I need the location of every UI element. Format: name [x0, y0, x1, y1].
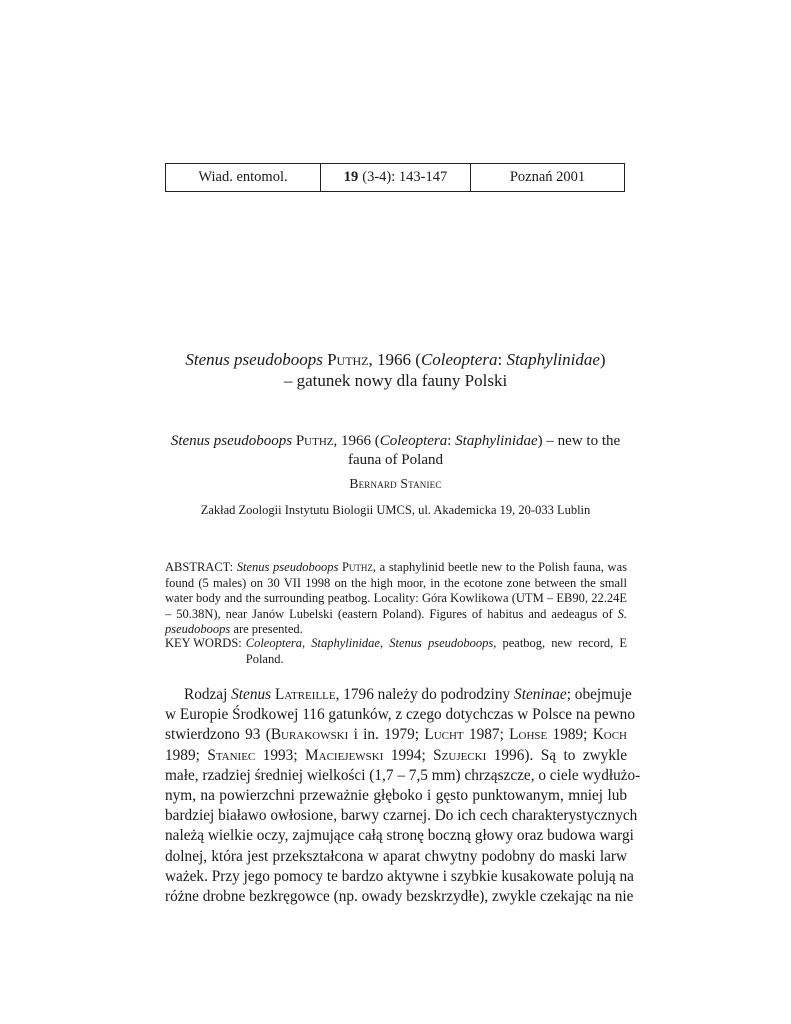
body-line: nym, na powierzchni przeważnie głęboko i gęsto punktowanym, mniej lub	[165, 786, 627, 804]
keywords-text	[246, 636, 627, 667]
italic-term: Stenus	[231, 686, 272, 703]
abstract-species-abbr: S. pseudoboops	[165, 606, 627, 636]
keyword-family: Staphylinidae	[311, 636, 380, 650]
title-polish-line1	[100, 349, 691, 370]
issue-pages: (3-4): 143-147	[362, 169, 448, 185]
cited-author: Lucht	[424, 726, 464, 744]
keywords	[165, 636, 627, 667]
place-year	[471, 164, 624, 191]
body-line: dolnej, która jest przekształcona w aparat chwytny podobny do maski larw	[165, 847, 627, 865]
abstract-text: , a staphylinid beetle new to the Polish fauna, was found (5 males) on 30 VII 1998 on the high moor, in the ecotone zone between the small water body and the surrounding peatbog. Locality: Góra Kowlikowa (UTM – EB90, 22.24E – 50.38N), near Janów Lubelski (eastern Poland). Figures of habitus and aedeagus of	[165, 560, 627, 621]
title-polish-subtitle: – gatunek nowy dla fauny Polski	[283, 371, 508, 390]
cited-author: Latreille	[274, 686, 336, 703]
cited-author: Burakowski	[270, 726, 349, 744]
volume-issue	[321, 164, 471, 191]
title-en-author: Puthz	[295, 433, 334, 449]
body-line: ważek. Przy jego pomocy te bardzo aktywne i szybkie kusakowate polują na	[165, 867, 634, 885]
title-pl-family: Staphylinidae	[506, 350, 600, 369]
abstract-label: ABSTRACT:	[165, 560, 237, 574]
body-text	[165, 685, 641, 907]
keyword-sep2: ,	[379, 636, 390, 650]
title-polish	[100, 349, 691, 391]
body-line: należą wielkie oczy, zajmujące całą stronę boczną głowy oraz budowa wargi	[165, 827, 634, 845]
title-english	[100, 432, 691, 470]
body-line: stwierdzono 93 (Burakowski i in. 1979; Lucht 1987; Lohse 1989; Koch	[165, 726, 628, 744]
title-english-line1	[100, 432, 691, 451]
place-year-text: Poznań 2001	[509, 169, 586, 185]
title-en-order: Coleoptera	[379, 433, 448, 449]
keywords-label: KEY WORDS:	[165, 636, 242, 650]
title-en-family: Staphylinidae	[455, 433, 538, 449]
keyword-sep1: ,	[302, 636, 312, 650]
body-line: różne drobne bezkręgowce (np. owady bezskrzydłe), zwykle czekając na nie	[165, 887, 634, 905]
abstract	[165, 560, 627, 638]
keyword-order: Coleoptera	[245, 636, 302, 650]
journal-name-text: Wiad. entomol.	[198, 169, 288, 185]
title-english-line2: fauna of Poland	[348, 452, 443, 468]
abstract-author: Puthz	[341, 560, 373, 574]
title-pl-year: , 1966 (	[368, 350, 421, 369]
volume-number: 19	[343, 169, 359, 185]
keyword-rest: , peatbog, new record, E Poland.	[245, 636, 628, 666]
title-pl-species: Stenus pseudoboops	[185, 350, 323, 369]
title-en-sep: :	[447, 433, 456, 449]
italic-term: Steninae	[514, 686, 567, 703]
title-pl-order: Coleoptera	[420, 350, 498, 369]
keyword-species: Stenus pseudoboops	[389, 636, 494, 650]
author-affiliation: Zakład Zoologii Instytutu Biologii UMCS, ul. Akademicka 19, 20-033 Lublin	[200, 503, 591, 517]
body-line: w Europie Środkowej 116 gatunków, z czego dotychczas w Polsce na pewno	[165, 706, 635, 724]
title-en-year: , 1966 (	[333, 433, 380, 449]
body-line: Rodzaj Stenus Latreille, 1796 należy do podrodziny Steninae; obejmuje	[184, 686, 632, 703]
body-line: małe, rzadziej średniej wielkości (1,7 – 7,5 mm) chrząszcze, o ciele wydłużo-	[165, 766, 641, 784]
cited-author: Maciejewski	[305, 746, 384, 764]
body-line: bardziej białawo owłosione, barwy czarnej. Do ich cech charakterystycznych	[165, 807, 638, 825]
title-pl-author: Puthz	[327, 350, 369, 369]
title-pl-sep: :	[497, 350, 507, 369]
abstract-species: Stenus pseudoboops	[236, 560, 339, 574]
author-name: Bernard Staniec	[349, 476, 442, 491]
title-en-close: ) – new to the	[537, 433, 621, 449]
journal-name	[166, 164, 321, 191]
cited-author: Koch	[592, 726, 628, 744]
cited-author: Szujecki	[433, 746, 487, 764]
journal-header-box	[165, 163, 625, 192]
title-en-species: Stenus pseudoboops	[170, 433, 293, 449]
abstract-end: are presented.	[230, 622, 303, 636]
cited-author: Lohse	[509, 726, 548, 744]
cited-author: Staniec	[207, 746, 256, 764]
title-pl-close: )	[599, 350, 606, 369]
body-line: 1989; Staniec 1993; Maciejewski 1994; Szujecki 1996). Są to zwykle	[165, 746, 628, 764]
